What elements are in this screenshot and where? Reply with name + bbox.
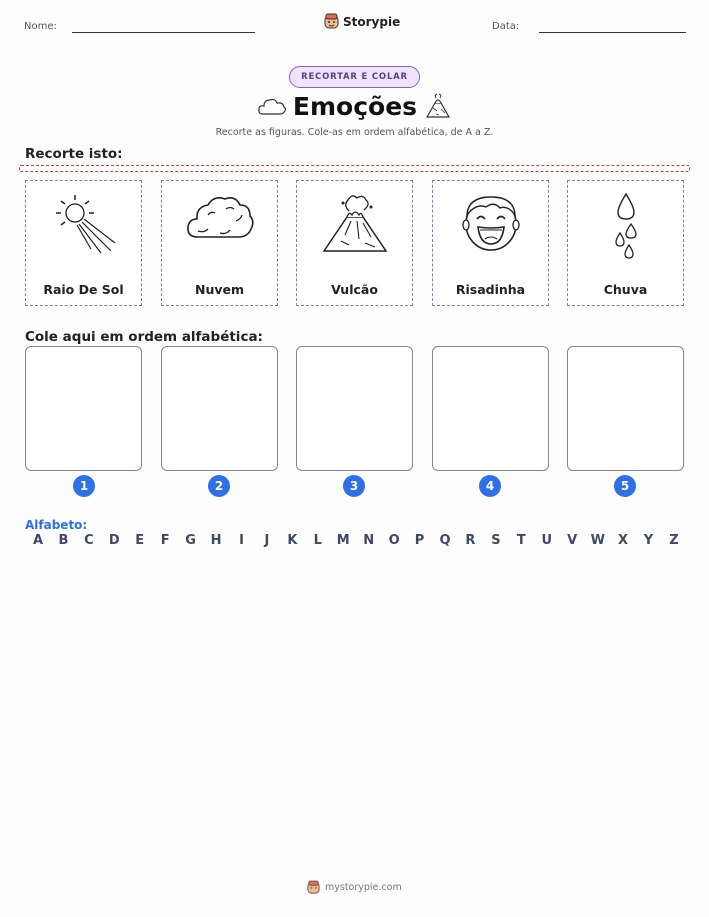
- alphabet-letter: I: [239, 533, 244, 548]
- paste-box-3[interactable]: [296, 346, 413, 471]
- paste-box-5[interactable]: [567, 346, 684, 471]
- alphabet-letter: F: [160, 533, 170, 548]
- page-subtitle: Recorte as figuras. Cole-as em ordem alfabética, de A a Z.: [215, 127, 494, 138]
- number-badge-1: 1: [73, 475, 95, 497]
- alphabet-letter: T: [516, 533, 526, 548]
- brand-name: Storypie: [343, 14, 401, 29]
- date-line[interactable]: [539, 32, 686, 33]
- card-label: Risadinha: [455, 282, 526, 297]
- cut-section-title: Recorte isto:: [25, 146, 123, 162]
- alphabet-letter: J: [264, 533, 270, 548]
- volcano-icon: [319, 191, 391, 255]
- alphabet-letter: K: [287, 533, 298, 548]
- volcano-decor-icon: [425, 93, 451, 119]
- storypie-mascot-icon: [324, 13, 339, 30]
- alphabet-letter: H: [210, 533, 222, 548]
- card-label: Raio De Sol: [43, 282, 124, 297]
- cloud-icon: [184, 189, 256, 247]
- alphabet-letter: Y: [643, 533, 654, 548]
- activity-badge: RECORTAR E COLAR: [289, 66, 420, 88]
- cut-card-cloud[interactable]: [161, 180, 278, 306]
- alphabet-letter: Q: [439, 533, 451, 548]
- paste-box-2[interactable]: [161, 346, 278, 471]
- alphabet-row: [31, 533, 681, 548]
- card-label: Chuva: [603, 282, 648, 297]
- alphabet-letter: P: [414, 533, 425, 548]
- alphabet-letter: W: [590, 533, 605, 548]
- alphabet-letter: R: [465, 533, 476, 548]
- page-title: Emoções: [292, 92, 418, 121]
- storypie-mascot-icon: [307, 880, 320, 895]
- number-badge-3: 3: [343, 475, 365, 497]
- cut-card-raindrops[interactable]: [567, 180, 684, 306]
- laughing-face-icon: [458, 189, 524, 255]
- card-label: Vulcão: [331, 282, 378, 297]
- alphabet-letter: M: [336, 533, 350, 548]
- date-label: Data:: [492, 21, 520, 32]
- brand-logo: [324, 13, 400, 30]
- alphabet-letter: U: [541, 533, 553, 548]
- alphabet-letter: Z: [669, 533, 679, 548]
- cut-card-laughing-face[interactable]: [432, 180, 549, 306]
- alphabet-letter: N: [363, 533, 375, 548]
- paste-section-title: Cole aqui em ordem alfabética:: [25, 329, 263, 345]
- alphabet-letter: G: [185, 533, 196, 548]
- paste-box-4[interactable]: [432, 346, 549, 471]
- alphabet-letter: D: [108, 533, 120, 548]
- card-label: Nuvem: [194, 282, 244, 297]
- alphabet-letter: C: [84, 533, 94, 548]
- name-label: Nome:: [24, 21, 57, 32]
- sunbeam-icon: [49, 191, 119, 257]
- cut-card-sunbeam[interactable]: [25, 180, 142, 306]
- paste-box-1[interactable]: [25, 346, 142, 471]
- number-badge-4: 4: [479, 475, 501, 497]
- footer-url[interactable]: mystorypie.com: [325, 882, 402, 893]
- number-badge-2: 2: [208, 475, 230, 497]
- alphabet-letter: O: [388, 533, 400, 548]
- raindrops-icon: [606, 191, 646, 261]
- name-line[interactable]: [72, 32, 255, 33]
- cut-card-volcano[interactable]: [296, 180, 413, 306]
- cut-line[interactable]: [19, 165, 690, 172]
- alphabet-letter: E: [135, 533, 145, 548]
- alphabet-title: Alfabeto:: [25, 518, 88, 532]
- alphabet-letter: X: [618, 533, 629, 548]
- alphabet-letter: A: [32, 533, 44, 548]
- number-badge-5: 5: [614, 475, 636, 497]
- alphabet-letter: V: [567, 533, 578, 548]
- alphabet-letter: B: [58, 533, 69, 548]
- alphabet-letter: S: [491, 533, 501, 548]
- footer: [307, 880, 402, 895]
- alphabet-letter: L: [313, 533, 322, 548]
